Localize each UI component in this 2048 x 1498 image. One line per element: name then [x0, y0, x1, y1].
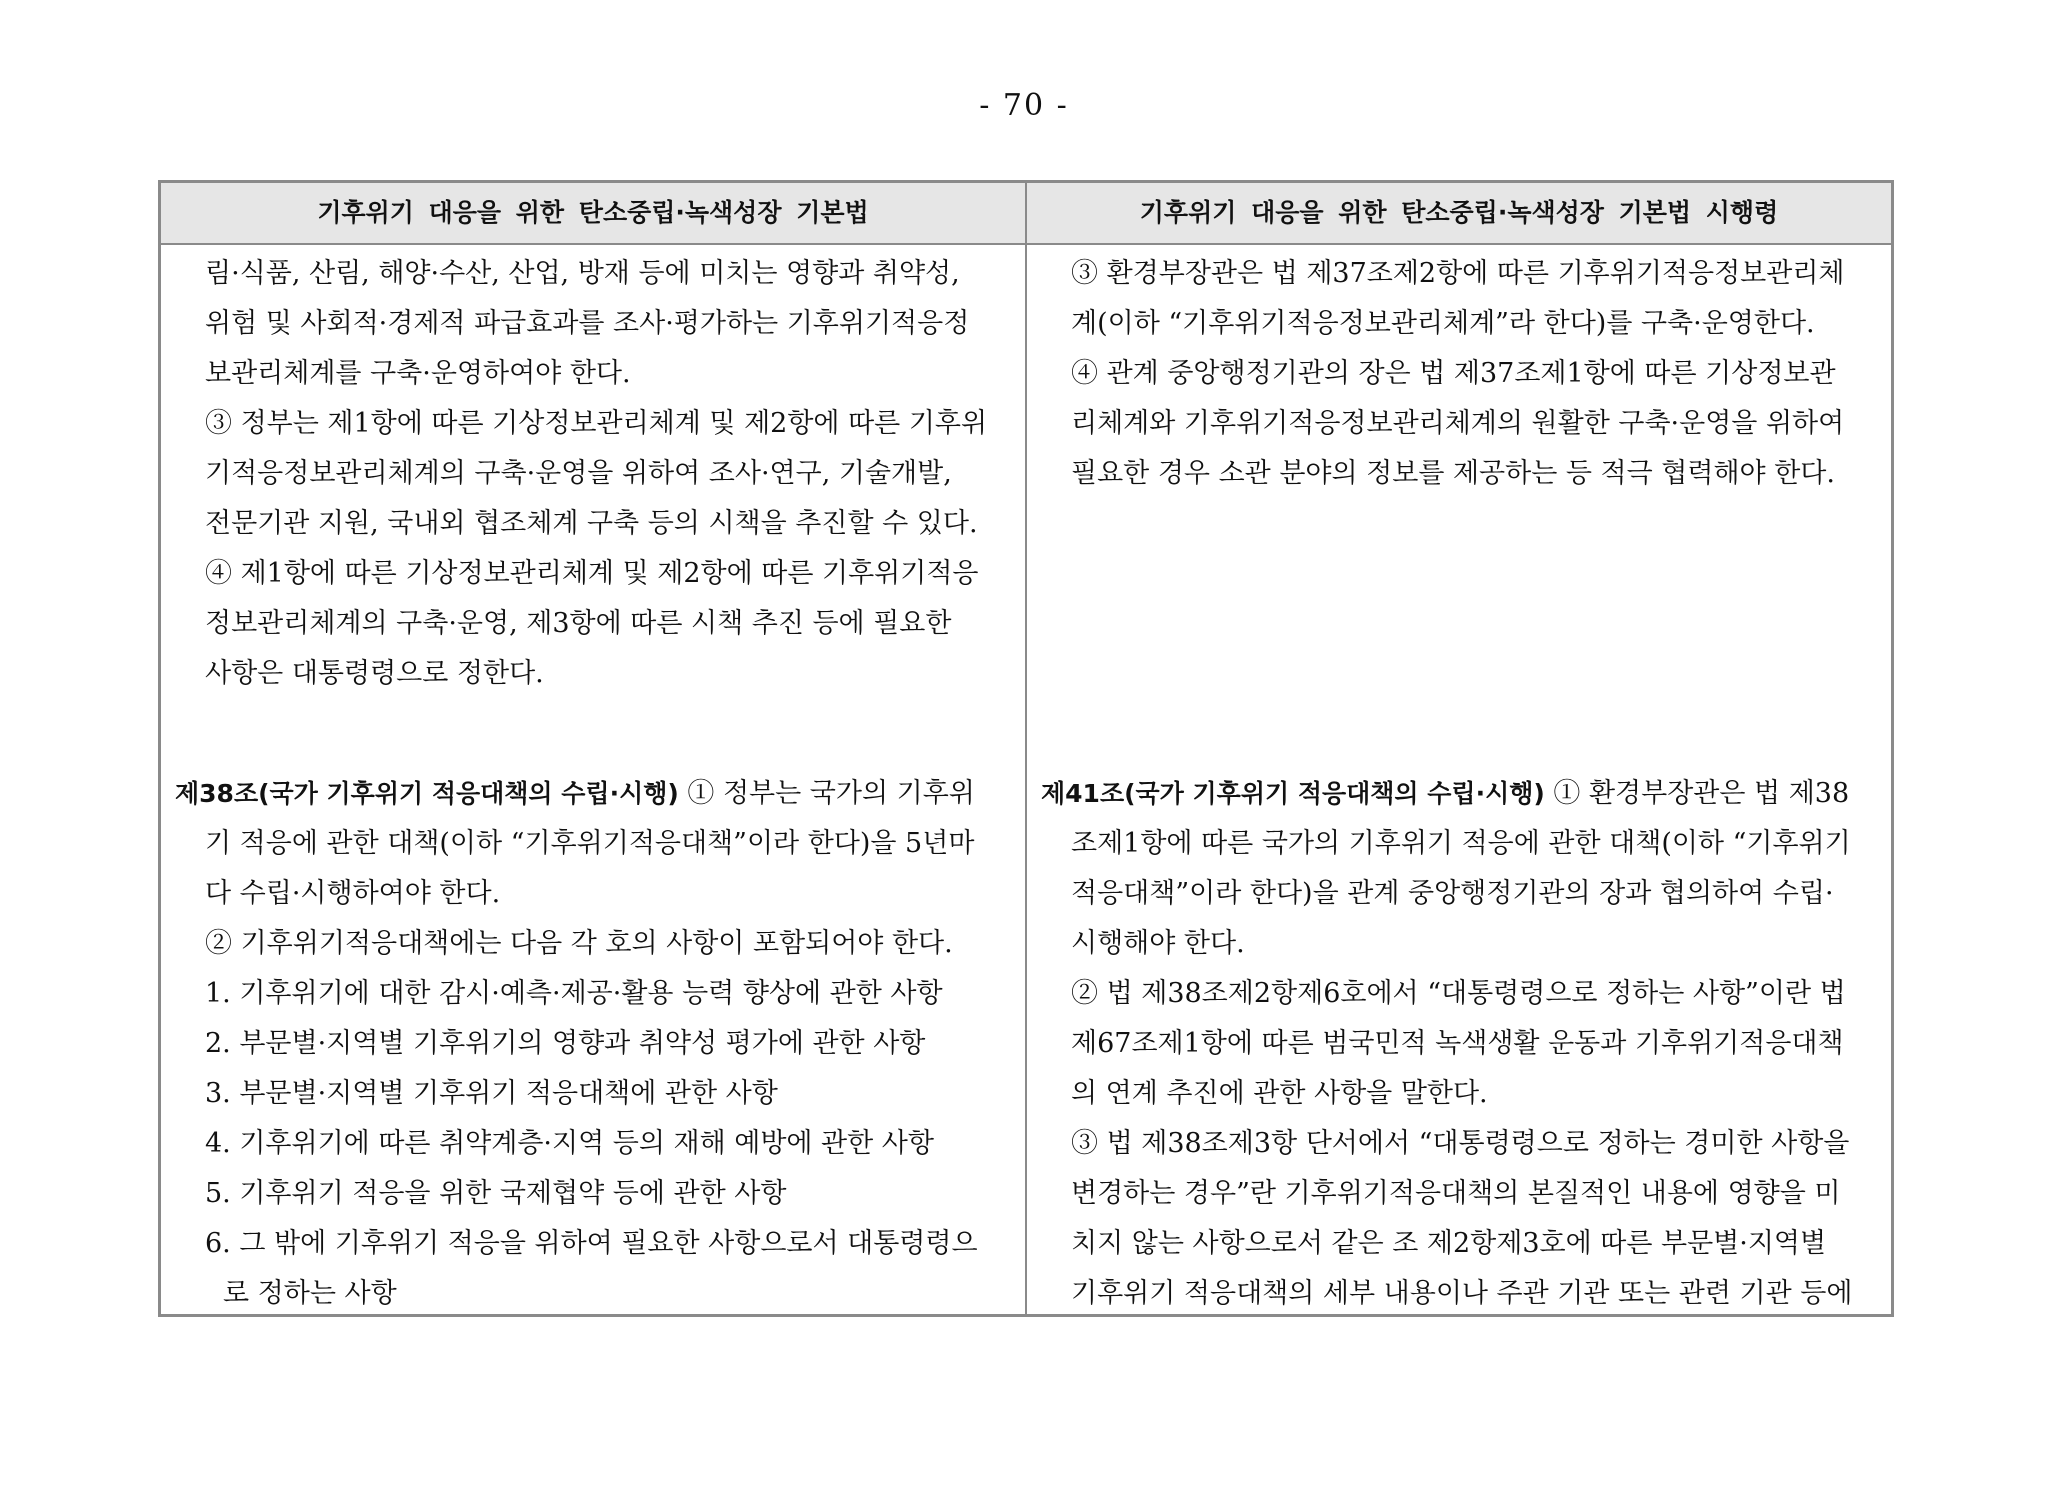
- law-text-line: 위험 및 사회적·경제적 파급효과를 조사·평가하는 기후위기적응정: [205, 308, 970, 339]
- article-41-first-line: [1041, 769, 1877, 819]
- spacer: [1041, 549, 1877, 599]
- article-38-title: 제38조(국가 기후위기 적응대책의 수립·시행): [175, 779, 679, 808]
- decree-text-line: 의 연계 추진에 관한 사항을 말한다.: [1071, 1078, 1488, 1109]
- spacer: [1041, 599, 1877, 649]
- decree-text-line: 계(이하 “기후위기적응정보관리체계”라 한다)를 구축·운영한다.: [1071, 308, 1815, 339]
- law-list-item: 6. 그 밖에 기후위기 적응을 위하여 필요한 사항으로서 대통령령으: [205, 1228, 978, 1259]
- law-text-line: ③ 정부는 제1항에 따른 기상정보관리체계 및 제2항에 따른 기후위: [205, 408, 988, 439]
- article-38-first-line-text: ① 정부는 국가의 기후위: [678, 778, 975, 809]
- decree-column: [1041, 249, 1877, 1319]
- law-text-line: 보관리체계를 구축·운영하여야 한다.: [205, 358, 631, 389]
- spacer: [1041, 499, 1877, 549]
- law-text-line: 기적응정보관리체계의 구축·운영을 위하여 조사·연구, 기술개발,: [205, 458, 952, 489]
- article-41-first-line-text: ① 환경부장관은 법 제38: [1544, 778, 1850, 809]
- law-list-item: 2. 부문별·지역별 기후위기의 영향과 취약성 평가에 관한 사항: [205, 1028, 926, 1059]
- decree-text-line: ④ 관계 중앙행정기관의 장은 법 제37조제1항에 따른 기상정보관: [1071, 358, 1836, 389]
- law-text-line: 정보관리체계의 구축·운영, 제3항에 따른 시책 추진 등에 필요한: [205, 608, 952, 639]
- decree-text-line: 치지 않는 사항으로서 같은 조 제2항제3호에 따른 부문별·지역별: [1071, 1228, 1827, 1259]
- header-enforcement-decree: 기후위기 대응을 위한 탄소중립·녹색성장 기본법 시행령: [1139, 198, 1779, 227]
- decree-text-line: ③ 환경부장관은 법 제37조제2항에 따른 기후위기적응정보관리체: [1071, 258, 1845, 289]
- decree-text-line: 조제1항에 따른 국가의 기후위기 적응에 관한 대책(이하 “기후위기: [1071, 828, 1851, 859]
- law-list-item: 5. 기후위기 적응을 위한 국제협약 등에 관한 사항: [205, 1178, 787, 1209]
- decree-text-line: 시행해야 한다.: [1071, 928, 1245, 959]
- law-list-item: 1. 기후위기에 대한 감시·예측·제공·활용 능력 향상에 관한 사항: [205, 978, 943, 1009]
- decree-text-line: ② 법 제38조제2항제6호에서 “대통령령으로 정하는 사항”이란 법: [1071, 978, 1846, 1009]
- decree-text-line: 기후위기 적응대책의 세부 내용이나 주관 기관 또는 관련 기관 등에: [1071, 1278, 1853, 1309]
- law-text-line: 다 수립·시행하여야 한다.: [205, 878, 501, 909]
- spacer: [175, 699, 1011, 769]
- law-list-item-continuation: 로 정하는 사항: [223, 1278, 397, 1309]
- law-text-line: ② 기후위기적응대책에는 다음 각 호의 사항이 포함되어야 한다.: [205, 928, 953, 959]
- page-number: - 70 -: [979, 88, 1069, 123]
- comparison-table: [158, 180, 1894, 1317]
- law-text-line: 전문기관 지원, 국내외 협조체계 구축 등의 시책을 추진할 수 있다.: [205, 508, 978, 539]
- decree-text-line: 변경하는 경우”란 기후위기적응대책의 본질적인 내용에 영향을 미: [1071, 1178, 1841, 1209]
- law-column: [175, 249, 1011, 1319]
- spacer: [1041, 699, 1877, 769]
- law-text-line: 림·식품, 산림, 해양·수산, 산업, 방재 등에 미치는 영향과 취약성,: [205, 258, 960, 289]
- header-law: 기후위기 대응을 위한 탄소중립·녹색성장 기본법: [317, 198, 869, 227]
- law-list-item: 3. 부문별·지역별 기후위기 적응대책에 관한 사항: [205, 1078, 778, 1109]
- article-38-first-line: [175, 769, 1011, 819]
- law-text-line: 기 적응에 관한 대책(이하 “기후위기적응대책”이라 한다)을 5년마: [205, 828, 975, 859]
- decree-text-line: 적응대책”이라 한다)을 관계 중앙행정기관의 장과 협의하여 수립·: [1071, 878, 1834, 909]
- law-list-item: 4. 기후위기에 따른 취약계층·지역 등의 재해 예방에 관한 사항: [205, 1128, 934, 1159]
- decree-text-line: 제67조제1항에 따른 범국민적 녹색생활 운동과 기후위기적응대책: [1071, 1028, 1844, 1059]
- spacer: [1041, 649, 1877, 699]
- article-41-title: 제41조(국가 기후위기 적응대책의 수립·시행): [1041, 779, 1545, 808]
- decree-text-line: 필요한 경우 소관 분야의 정보를 제공하는 등 적극 협력해야 한다.: [1071, 458, 1835, 489]
- decree-text-line: ③ 법 제38조제3항 단서에서 “대통령령으로 정하는 경미한 사항을: [1071, 1128, 1850, 1159]
- column-divider: [1025, 183, 1027, 1314]
- law-text-line: 사항은 대통령령으로 정한다.: [205, 658, 544, 689]
- law-text-line: ④ 제1항에 따른 기상정보관리체계 및 제2항에 따른 기후위기적응: [205, 558, 979, 589]
- decree-text-line: 리체계와 기후위기적응정보관리체계의 원활한 구축·운영을 위하여: [1071, 408, 1845, 439]
